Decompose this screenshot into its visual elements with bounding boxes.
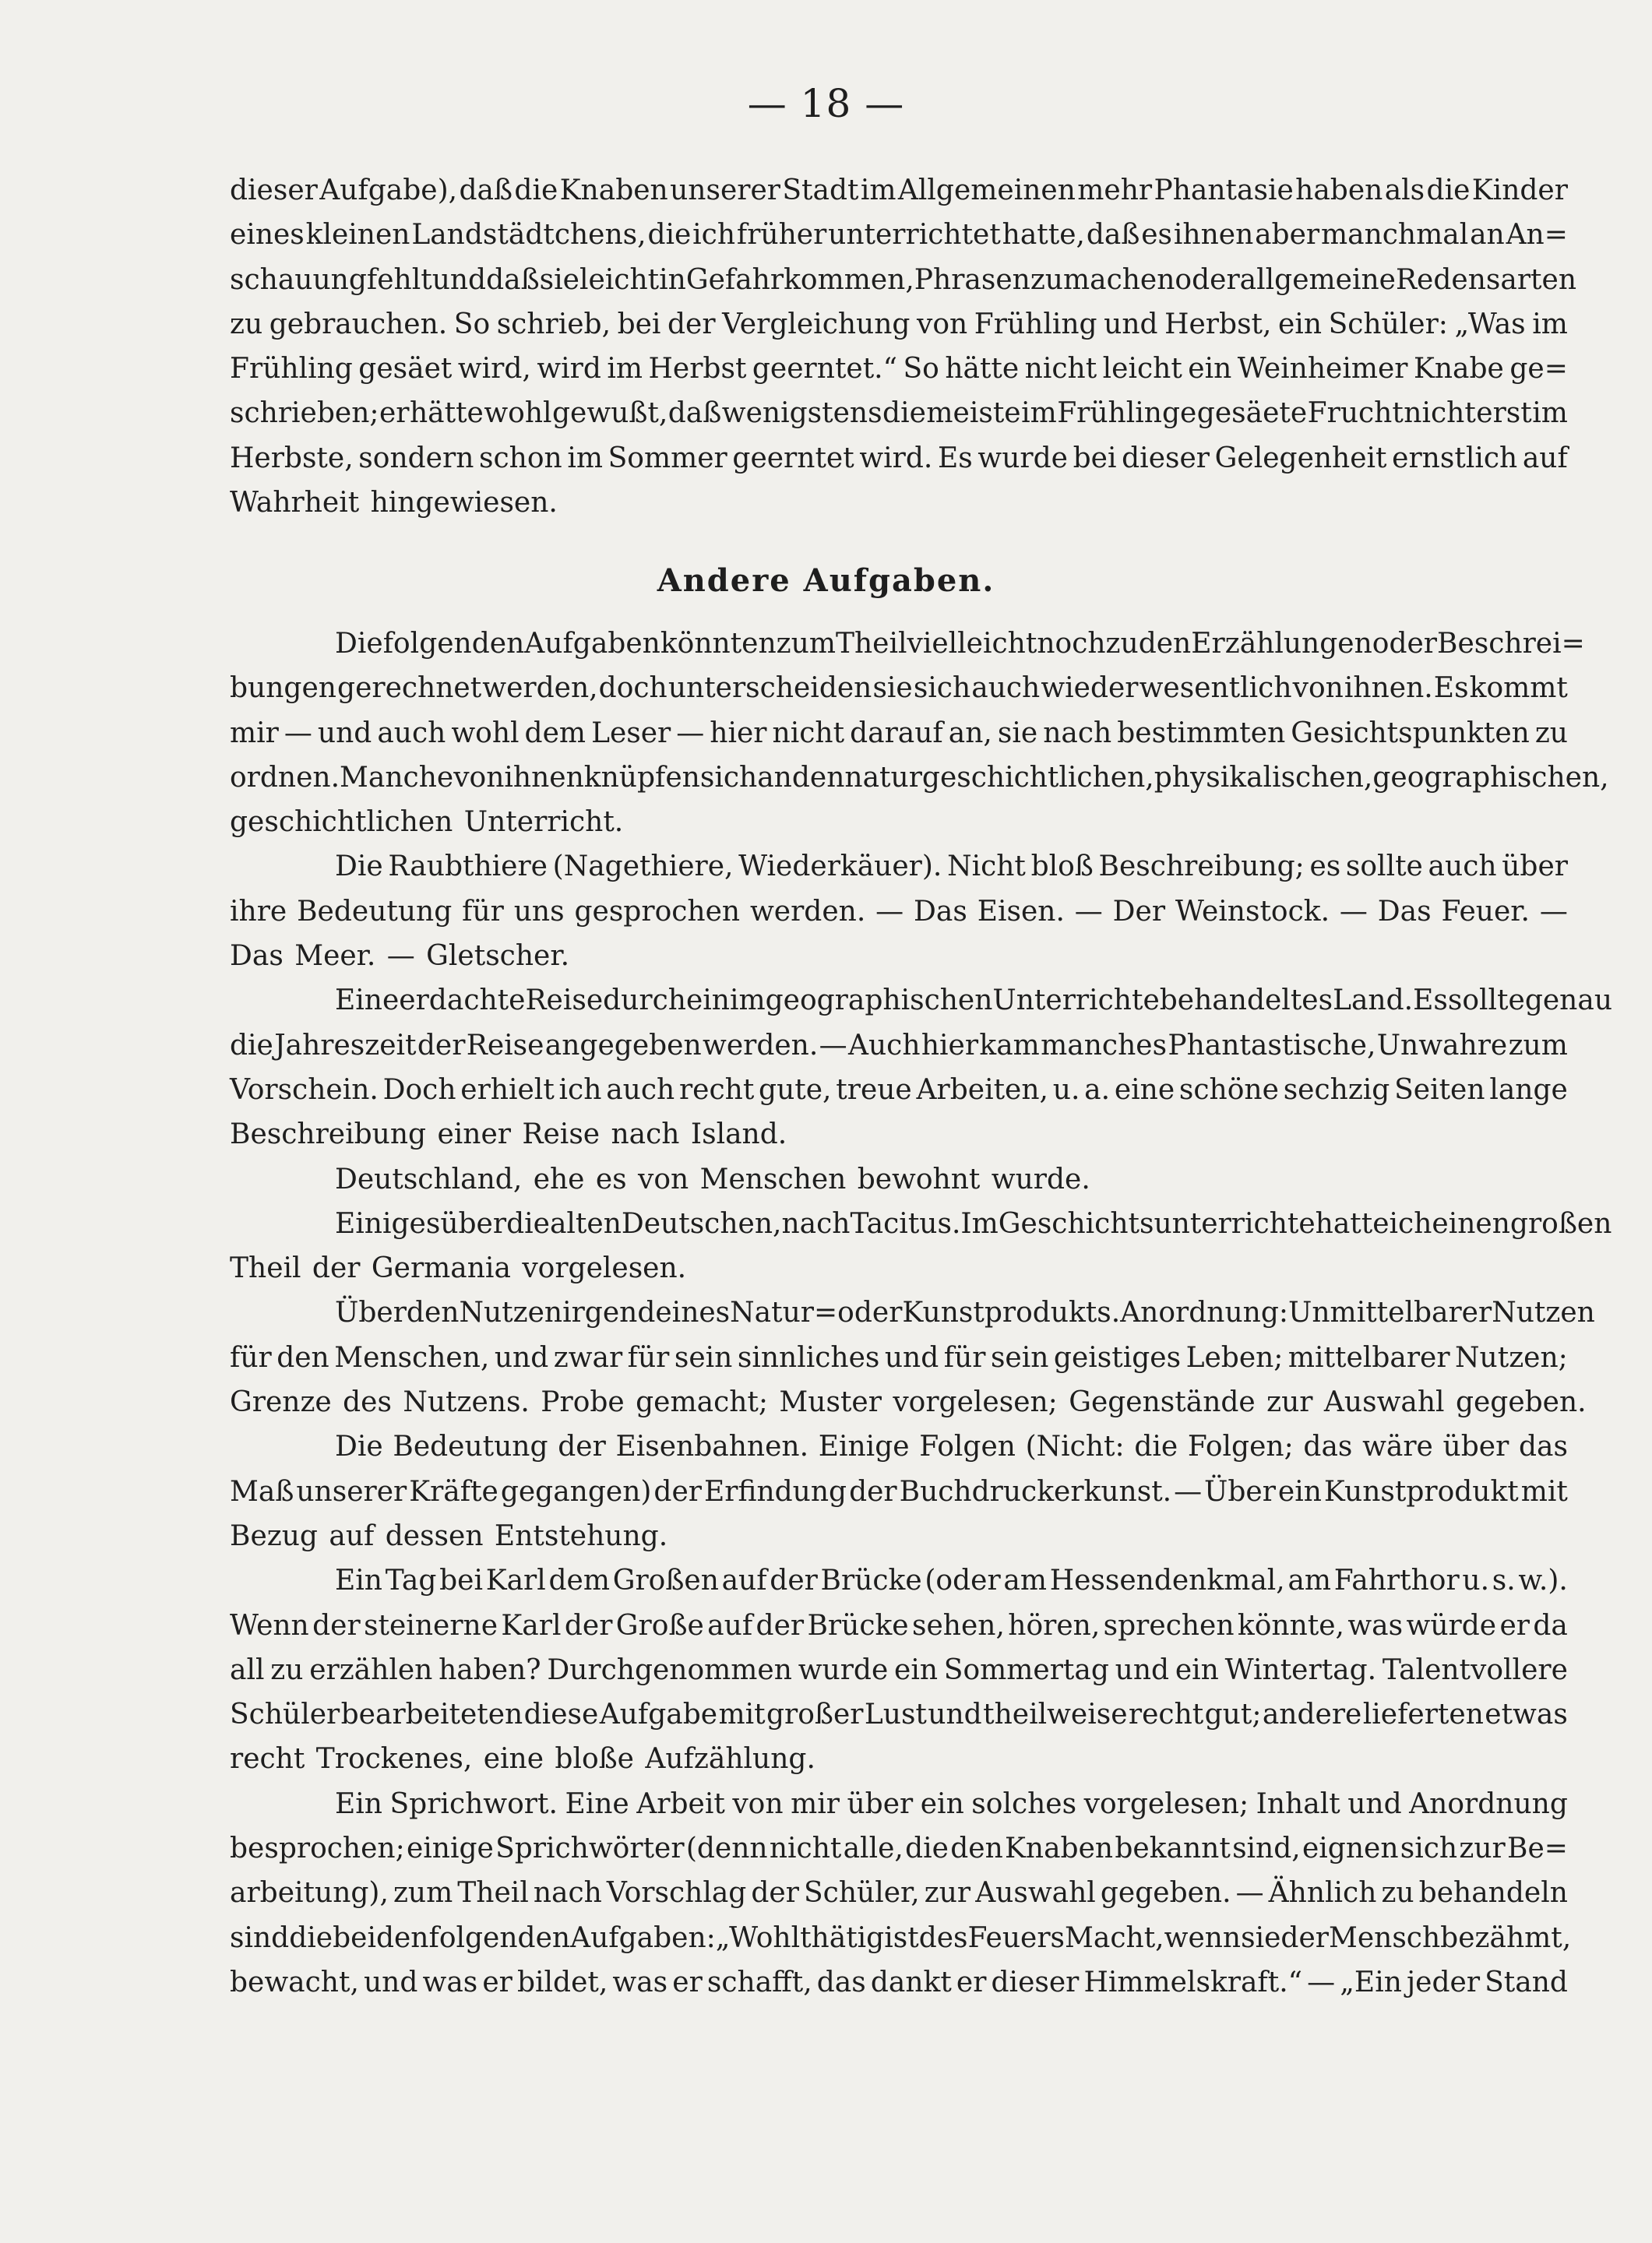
text-line: ordnen. Manche von ihnen knüpfen sich an den naturgeschichtlichen, physikalischen, geographischen, [230,761,1609,794]
text-line: Theil der Germania vorgelesen. [230,1252,687,1285]
text-block-tasks [230,621,1613,2005]
page-number: — 18 — [747,81,905,126]
text-line: Wahrheit hingewiesen. [230,487,558,519]
text-line: Grenze des Nutzens. Probe gemacht; Muster vorgelesen; Gegenstände zur Auswahl gegeben. [230,1386,1587,1419]
text-line: Beschreibung einer Reise nach Island. [230,1118,787,1151]
text-line: schrieben; er hätte wohl gewußt, daß wenigstens die meiste im Frühlinge gesäete Frucht nicht erst im [230,397,1568,430]
text-line: arbeitung), zum Theil nach Vorschlag der Schüler, zur Auswahl gegeben. — Ähnlich zu behandeln [230,1877,1568,1910]
text-line: recht Trockenes, eine bloße Aufzählung. [230,1743,815,1776]
text-line: Die Bedeutung der Eisenbahnen. Einige Folgen (Nicht: die Folgen; das wäre über das [335,1431,1568,1463]
text-line: Wenn der steinerne Karl der Große auf der Brücke sehen, hören, sprechen könnte, was würde er da [230,1609,1568,1642]
text-line: Maß unserer Kräfte gegangen) der Erfindung der Buchdruckerkunst. — Über ein Kunstprodukt mit [230,1475,1568,1508]
text-line: dieser Aufgabe), daß die Knaben unserer Stadt im Allgemeinen mehr Phantasie haben als die Kinder [230,174,1568,206]
text-line: bewacht, und was er bildet, was er schafft, das dankt er dieser Himmelskraft.“ — „Ein jeder Stand [230,1966,1568,1998]
text-line: bungen gerechnet werden, doch unterscheiden sie sich auch wieder wesentlich von ihnen. Es kommt [230,672,1568,705]
text-line: Herbste, sondern schon im Sommer geerntet wird. Es wurde bei dieser Gelegenheit ernstlich auf [230,442,1568,474]
section-heading: Andere Aufgaben. [657,562,995,599]
text-line: schauung fehlt und daß sie leicht in Gefahr kommen, Phrasen zu machen oder allgemeine Redensarten [230,263,1577,296]
text-line: besprochen; einige Sprichwörter (denn nicht alle, die den Knaben bekannt sind, eignen sich zur Be= [230,1833,1568,1865]
text-line: mir — und auch wohl dem Leser — hier nicht darauf an, sie nach bestimmten Gesichtspunkten zu [230,717,1568,749]
text-line: Bezug auf dessen Entstehung. [230,1519,668,1552]
text-line: Deutschland, ehe es von Menschen bewohnt wurde. [335,1163,1090,1195]
text-line: Frühling gesäet wird, wird im Herbst geerntet.“ So hätte nicht leicht ein Weinheimer Knabe ge= [230,353,1568,386]
text-line: Vorschein. Doch erhielt ich auch recht gute, treue Arbeiten, u. a. eine schöne sechzig Seiten lange [230,1073,1568,1106]
text-line: Das Meer. — Gletscher. [230,940,570,973]
text-line: Die folgenden Aufgaben könnten zum Theil vielleicht noch zu den Erzählungen oder Beschrei= [335,628,1585,660]
text-line: Einiges über die alten Deutschen, nach Tacitus. Im Geschichtsunterrichte hatte ich einen großen [335,1207,1612,1240]
text-line: die Jahreszeit der Reise angegeben werden. — Auch hier kam manches Phantastische, Unwahre zum [230,1029,1568,1062]
text-line: Über den Nutzen irgend eines Natur= oder Kunstprodukts. Anordnung: Unmittelbarer Nutzen [335,1297,1595,1329]
text-line: Ein Sprichwort. Eine Arbeit von mir über ein solches vorgelesen; Inhalt und Anordnung [335,1787,1568,1820]
text-line: Die Raubthiere (Nagethiere, Wiederkäuer). Nicht bloß Beschreibung; es sollte auch über [335,850,1568,883]
text-line: geschichtlichen Unterricht. [230,806,624,839]
text-line: zu gebrauchen. So schrieb, bei der Vergleichung von Frühling und Herbst, ein Schüler: „Was im [230,308,1568,340]
text-line: Ein Tag bei Karl dem Großen auf der Brücke (oder am Hessendenkmal, am Fahrthor u. s. w.). [335,1565,1568,1597]
text-line: sind die beiden folgenden Aufgaben: „Wohlthätig ist des Feuers Macht, wenn sie der Mensch bezähmt, [230,1921,1572,1954]
text-line: Schüler bearbeiteten diese Aufgabe mit großer Lust und theilweise recht gut; andere lieferten etwas [230,1699,1568,1731]
text-line: ihre Bedeutung für uns gesprochen werden. — Das Eisen. — Der Weinstock. — Das Feuer. — [230,895,1568,928]
text-block-intro [230,168,1577,525]
text-line: all zu erzählen haben? Durchgenommen wurde ein Sommertag und ein Wintertag. Talentvollere [230,1653,1568,1686]
text-line: für den Menschen, und zwar für sein sinnliches und für sein geistiges Leben; mittelbarer Nutzen; [230,1341,1568,1374]
text-line: eines kleinen Landstädtchens, die ich früher unterrichtet hatte, daß es ihnen aber manchmal an An= [230,219,1568,252]
text-line: Eine erdachte Reise durch ein im geographischen Unterrichte behandeltes Land. Es sollte genau [335,984,1613,1017]
